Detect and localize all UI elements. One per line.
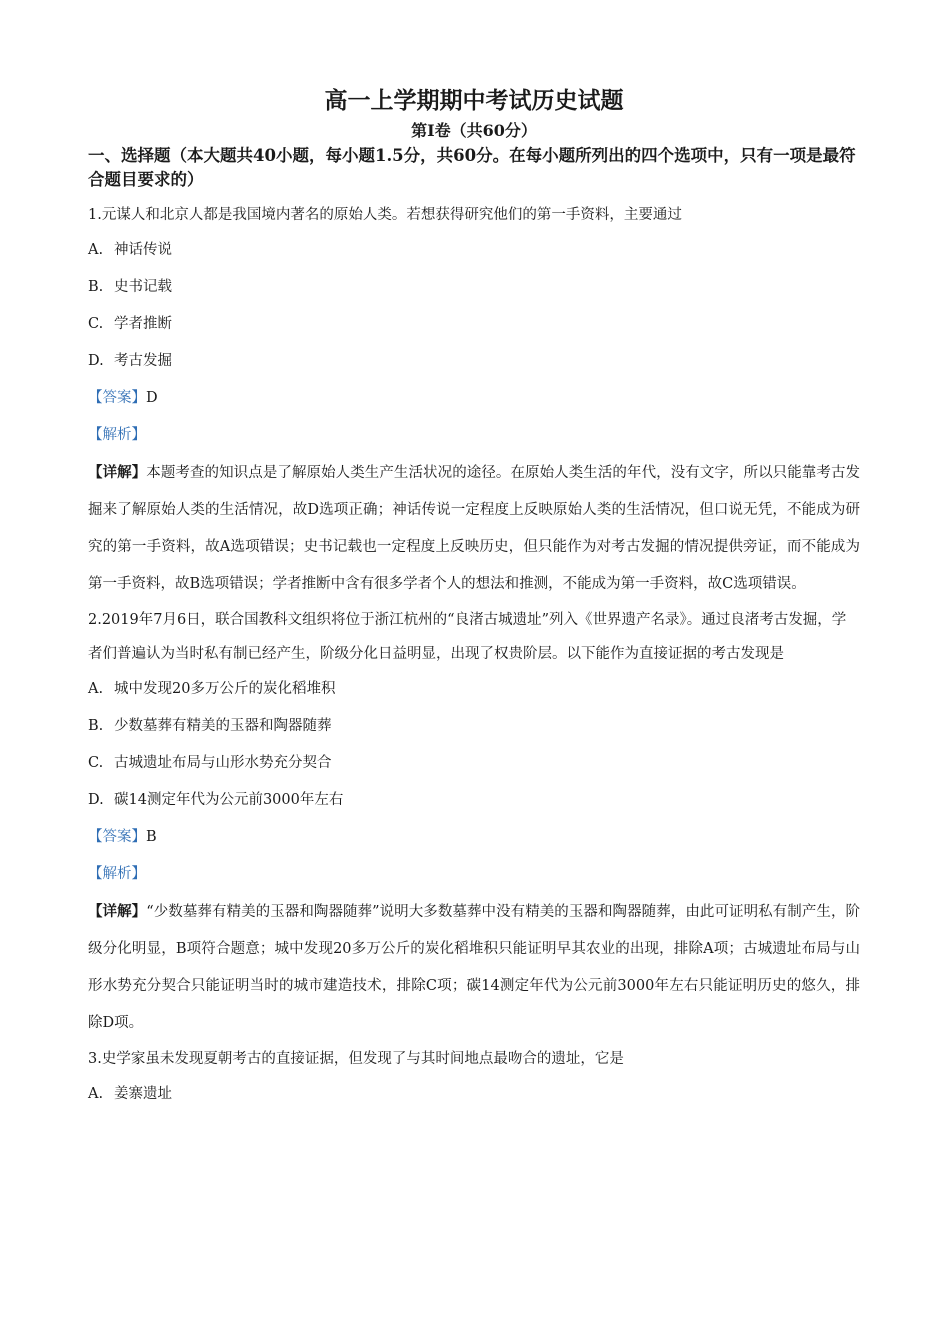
option-a [88,1076,860,1113]
option-a [88,232,860,269]
option-text: 学者推断 [114,316,172,332]
detail-paragraph [88,454,860,603]
option-letter: B. [88,718,104,734]
option-letter: A. [88,242,104,258]
page-title: 高一上学期期中考试历史试题 [324,87,624,114]
option-letter: B. [88,279,104,295]
option-c [88,745,860,782]
option-text: 古城遗址布局与山形水势充分契合 [114,755,332,771]
answer-value: B [146,829,157,845]
option-text: 史书记载 [114,279,172,295]
option-b [88,269,860,306]
exam-page [88,84,860,1113]
analysis-label: 【解析】 [88,427,146,443]
option-text: 城中发现20多万公斤的炭化稻堆积 [114,681,336,697]
option-letter: D. [88,792,104,808]
answer-line [88,819,860,856]
detail-label: 【详解】 [88,464,147,481]
option-letter: D. [88,353,104,369]
answer-label: 【答案】 [88,829,146,845]
question-stem: 1.元谋人和北京人都是我国境内著名的原始人类。若想获得研究他们的第一手资料，主要通过 [88,207,682,223]
option-text: 姜寨遗址 [114,1086,172,1102]
analysis-label: 【解析】 [88,866,146,882]
question-1 [88,198,860,603]
detail-text: “少数墓葬有精美的玉器和陶器随葬”说明大多数墓葬中没有精美的玉器和陶器随葬，由此可证明私有制产生，阶级分化明显，B项符合题意；城中发现20多万公斤的炭化稻堆积只能证明早其农业的出现，排除A项；古城遗址布局与山形水势充分契合只能证明当时的城市建造技术，排除C项；碳14测定年代为公元前3000年左右只能证明历史的悠久，排除D项。 [88,904,861,1031]
option-a [88,671,860,708]
page-subtitle: 第I卷（共60分） [411,121,537,140]
question-2 [88,603,860,1042]
section-heading: 一、选择题（本大题共40小题，每小题1.5分，共60分。在每小题所列出的四个选项中，只有一项是最符合题目要求的） [88,146,856,189]
option-d [88,343,860,380]
detail-text: 本题考查的知识点是了解原始人类生产生活状况的途径。在原始人类生活的年代，没有文字，所以只能靠考古发掘来了解原始人类的生活情况，故D选项正确；神话传说一定程度上反映原始人类的生活情况，但口说无凭，不能成为研究的第一手资料，故A选项错误；史书记载也一定程度上反映历史，但只能作为对考古发掘的情况提供旁证，而不能成为第一手资料，故B选项错误；学者推断中含有很多学者个人的想法和推测，不能成为第一手资料，故C选项错误。 [88,465,861,592]
option-letter: A. [88,1086,104,1102]
detail-label: 【详解】 [88,903,147,920]
option-letter: A. [88,681,104,697]
question-stem: 2.2019年7月6日，联合国教科文组织将位于浙江杭州的“良渚古城遗址”列入《世界遗产名录》。通过良渚考古发掘，学者们普遍认为当时私有制已经产生，阶级分化日益明显，出现了权贵阶层。以下能作为直接证据的考古发现是 [88,612,847,662]
detail-paragraph [88,893,860,1042]
answer-line [88,380,860,417]
question-stem: 3.史学家虽未发现夏朝考古的直接证据，但发现了与其时间地点最吻合的遗址，它是 [88,1051,624,1067]
option-letter: C. [88,316,104,332]
option-text: 少数墓葬有精美的玉器和陶器随葬 [114,718,332,734]
option-text: 考古发掘 [114,353,172,369]
option-text: 神话传说 [114,242,172,258]
option-d [88,782,860,819]
question-3 [88,1042,860,1113]
answer-value: D [146,390,158,406]
option-b [88,708,860,745]
option-c [88,306,860,343]
answer-label: 【答案】 [88,390,146,406]
option-text: 碳14测定年代为公元前3000年左右 [114,792,344,808]
option-letter: C. [88,755,104,771]
